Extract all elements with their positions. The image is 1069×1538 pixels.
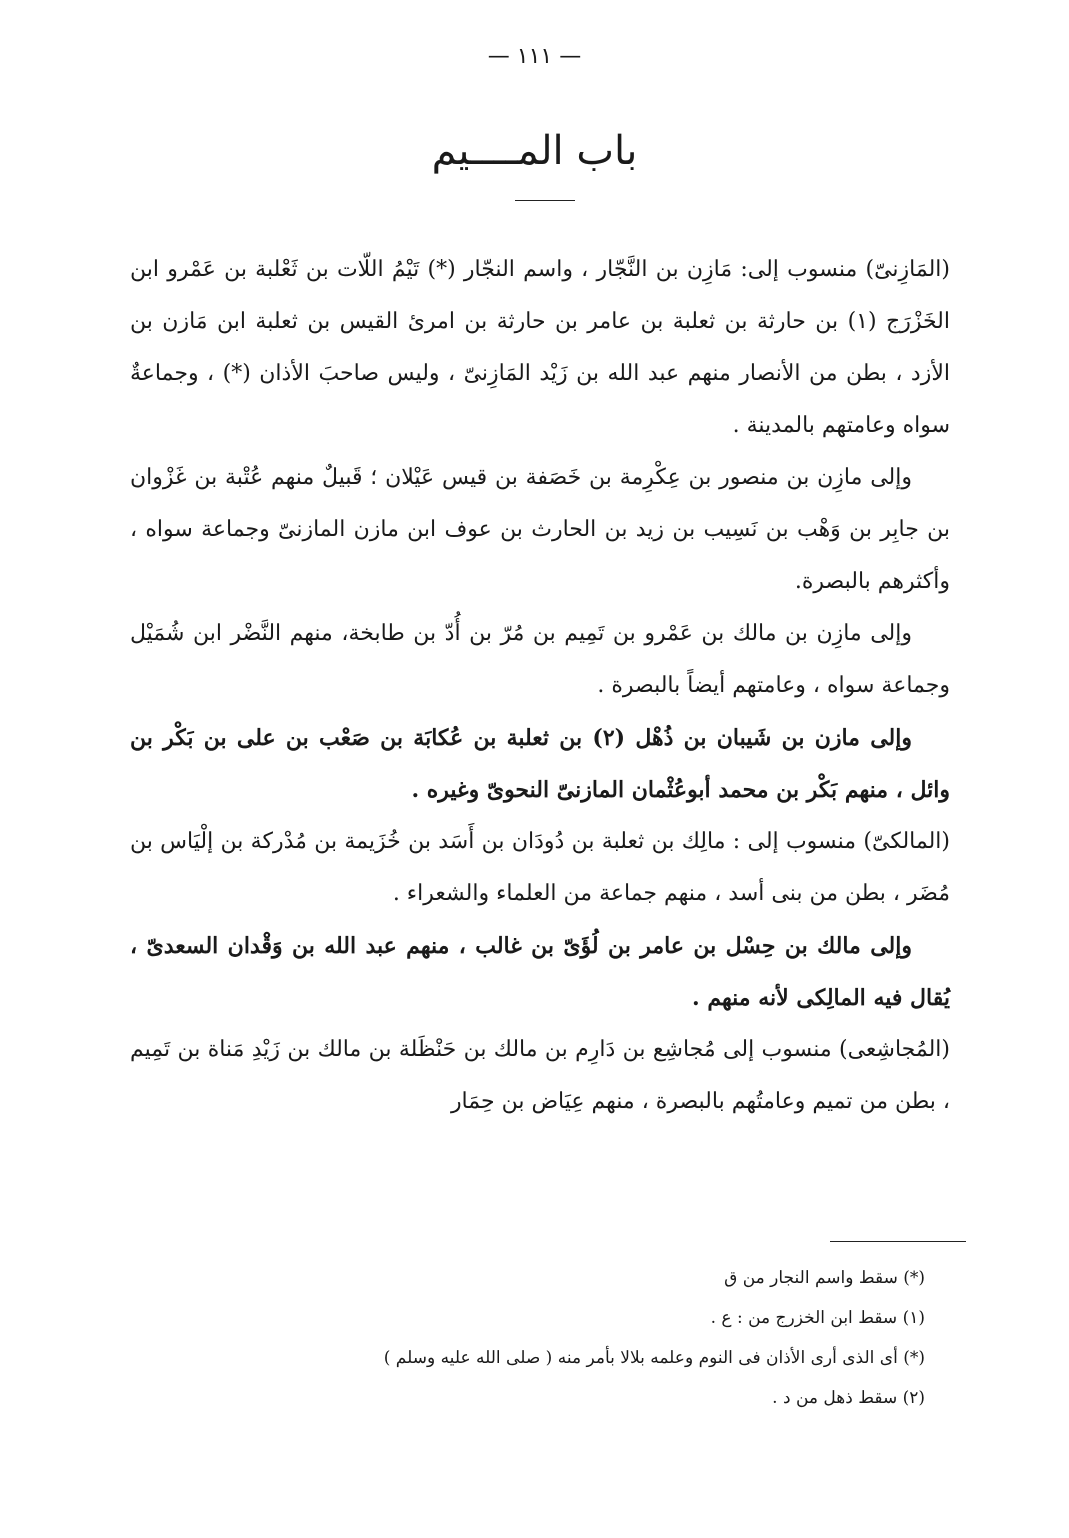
- page-number: — ١١١ —: [487, 44, 582, 69]
- footnotes: [150, 1258, 925, 1418]
- paragraph: (المالكىّ) منسوب إلى : مالِك بن ثعلبة بن دُودَان بن أَسَد بن خُزَيمة بن مُدْركة بن إلْيَاس بن مُضَر ، بطن من بنى أسد ، منهم جماعة من العلماء والشعراء .: [130, 829, 950, 906]
- paragraph: وإلى مازن بن شَيبان بن ذُهْل (٢) بن ثعلبة بن عُكابَة بن صَعْب بن على بن بَكْر بن وائل ، منهم بَكْر بن محمد أبوعُثْمان المازنىّ النحوىّ وغيره .: [130, 725, 950, 803]
- paragraph: (المَازِنىّ) منسوب إلى: مَازِن بن النَّجّار ، واسم النجّار (*) تَيْمُ اللّات بن ثَعْلبة بن عَمْرو ابن الخَزْرَج (١) بن حارثة بن ثعلبة بن عامر بن حارثة بن امرئ القيس بن ثعلبة ابن مَازن بن الأزد ، بطن من الأنصار منهم عبد الله بن زَيْد المَازِنىّ ، وليس صاحبَ الأذان (*) ، وجماعةٌ سواه وعامتهم بالمدينة .: [130, 257, 950, 438]
- title-divider: [515, 200, 575, 201]
- chapter-title: باب المــــيم: [431, 128, 638, 174]
- footnote: (٢) سقط ذهل من د .: [772, 1388, 925, 1408]
- footnote: (*) سقط واسم النجار من ق: [724, 1268, 925, 1288]
- paragraph: (المُجاشِعى) منسوب إلى مُجاشِع بن دَارِم بن مالك بن حَنْظَلة بن مالك بن زَيْدِ مَناة بن تَمِيم ، بطن من تميم وعامتُهم بالبصرة ، منهم عِيَاض بن حِمَار: [130, 1037, 950, 1114]
- body-text: [130, 244, 950, 1128]
- paragraph: وإلى مالك بن حِسْل بن عامر بن لُؤَىّ بن غالب ، منهم عبد الله بن وَقْدان السعدىّ ، يُقال فيه المالِكى لأنه منهم .: [130, 933, 950, 1011]
- paragraph: وإلى مازِن بن منصور بن عِكْرِمة بن خَصَفة بن قيس عَيْلان ؛ قَبيلٌ منهم عُتْبة بن غَزْوان بن جابِر بن وَهْب بن نَسِيب بن زيد بن الحارث بن عوف ابن مازن المازنىّ وجماعة سواه ، وأكثرهم بالبصرة.: [130, 465, 950, 594]
- footnote-divider: [830, 1241, 966, 1242]
- paragraph: وإلى مازِن بن مالك بن عَمْرو بن تَمِيم بن مُرّ بن أُدّ بن طابخة، منهم النَّضْر ابن شُمَيْل وجماعة سواه ، وعامتهم أيضاً بالبصرة .: [130, 621, 950, 698]
- footnote: (*) أى الذى أرى الأذان فى النوم وعلمه بلالا بأمر منه ( صلى الله عليه وسلم ): [383, 1348, 925, 1368]
- footnote: (١) سقط ابن الخزرج من : ع .: [710, 1308, 925, 1328]
